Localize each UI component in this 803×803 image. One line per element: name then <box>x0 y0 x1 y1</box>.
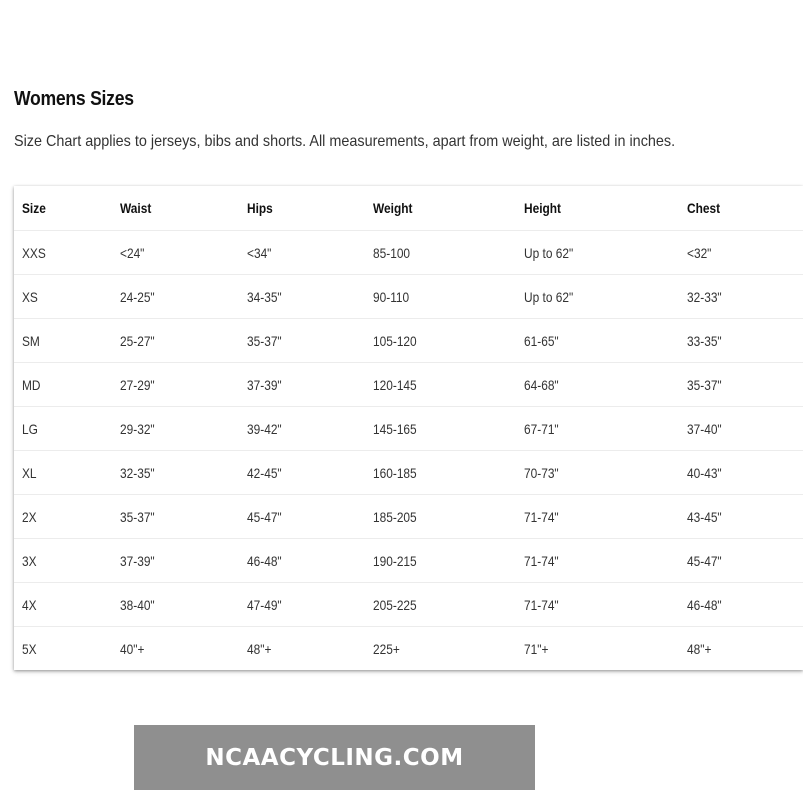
cell-height: 71-74" <box>516 539 679 583</box>
table-row <box>14 231 803 275</box>
cell-chest: 40-43" <box>679 451 803 495</box>
page-title: Womens Sizes <box>14 88 134 110</box>
cell-hips: 37-39" <box>239 363 365 407</box>
table-row <box>14 319 803 363</box>
cell-weight: 185-205 <box>365 495 516 539</box>
cell-waist: 35-37" <box>112 495 239 539</box>
cell-chest: 32-33" <box>679 275 803 319</box>
cell-chest: <32" <box>679 231 803 275</box>
cell-weight: 145-165 <box>365 407 516 451</box>
cell-weight: 120-145 <box>365 363 516 407</box>
cell-waist: 40"+ <box>112 627 239 671</box>
table-row <box>14 451 803 495</box>
watermark-text: NCAACYCLING.COM <box>205 744 464 771</box>
cell-weight: 85-100 <box>365 231 516 275</box>
cell-chest: 35-37" <box>679 363 803 407</box>
cell-hips: 48"+ <box>239 627 365 671</box>
cell-chest: 45-47" <box>679 539 803 583</box>
table-row <box>14 583 803 627</box>
cell-height: 61-65" <box>516 319 679 363</box>
cell-size: 5X <box>14 627 112 671</box>
cell-weight: 105-120 <box>365 319 516 363</box>
cell-weight: 205-225 <box>365 583 516 627</box>
cell-size: XL <box>14 451 112 495</box>
cell-height: 64-68" <box>516 363 679 407</box>
size-chart-description: Size Chart applies to jerseys, bibs and shorts. All measurements, apart from weight, are listed in inches. <box>14 133 676 150</box>
cell-size: 3X <box>14 539 112 583</box>
cell-waist: 24-25" <box>112 275 239 319</box>
cell-size: LG <box>14 407 112 451</box>
cell-height: Up to 62" <box>516 275 679 319</box>
cell-size: 4X <box>14 583 112 627</box>
column-header-hips: Hips <box>239 186 365 231</box>
table-row <box>14 363 803 407</box>
cell-chest: 33-35" <box>679 319 803 363</box>
cell-hips: 46-48" <box>239 539 365 583</box>
column-header-size: Size <box>14 186 112 231</box>
cell-hips: 42-45" <box>239 451 365 495</box>
column-header-height: Height <box>516 186 679 231</box>
cell-height: 71"+ <box>516 627 679 671</box>
cell-chest: 37-40" <box>679 407 803 451</box>
cell-height: 71-74" <box>516 583 679 627</box>
table-row <box>14 275 803 319</box>
cell-weight: 160-185 <box>365 451 516 495</box>
cell-weight: 225+ <box>365 627 516 671</box>
cell-chest: 46-48" <box>679 583 803 627</box>
size-chart-table <box>14 186 803 670</box>
cell-size: 2X <box>14 495 112 539</box>
table-row <box>14 627 803 671</box>
column-header-weight: Weight <box>365 186 516 231</box>
cell-waist: 25-27" <box>112 319 239 363</box>
cell-chest: 43-45" <box>679 495 803 539</box>
cell-size: SM <box>14 319 112 363</box>
cell-waist: 29-32" <box>112 407 239 451</box>
cell-hips: 45-47" <box>239 495 365 539</box>
cell-hips: 47-49" <box>239 583 365 627</box>
cell-waist: 27-29" <box>112 363 239 407</box>
cell-height: 67-71" <box>516 407 679 451</box>
cell-weight: 90-110 <box>365 275 516 319</box>
cell-size: MD <box>14 363 112 407</box>
cell-weight: 190-215 <box>365 539 516 583</box>
cell-size: XXS <box>14 231 112 275</box>
cell-waist: <24" <box>112 231 239 275</box>
cell-chest: 48"+ <box>679 627 803 671</box>
column-header-waist: Waist <box>112 186 239 231</box>
cell-hips: 34-35" <box>239 275 365 319</box>
cell-hips: 39-42" <box>239 407 365 451</box>
cell-waist: 37-39" <box>112 539 239 583</box>
cell-height: 71-74" <box>516 495 679 539</box>
column-header-chest: Chest <box>679 186 803 231</box>
cell-hips: 35-37" <box>239 319 365 363</box>
table-row <box>14 495 803 539</box>
site-watermark <box>134 725 535 790</box>
cell-waist: 38-40" <box>112 583 239 627</box>
cell-height: Up to 62" <box>516 231 679 275</box>
table-header-row <box>14 186 803 231</box>
table-body <box>14 231 803 671</box>
cell-size: XS <box>14 275 112 319</box>
cell-waist: 32-35" <box>112 451 239 495</box>
size-chart-card <box>14 186 803 670</box>
table-row <box>14 539 803 583</box>
cell-height: 70-73" <box>516 451 679 495</box>
table-row <box>14 407 803 451</box>
cell-hips: <34" <box>239 231 365 275</box>
